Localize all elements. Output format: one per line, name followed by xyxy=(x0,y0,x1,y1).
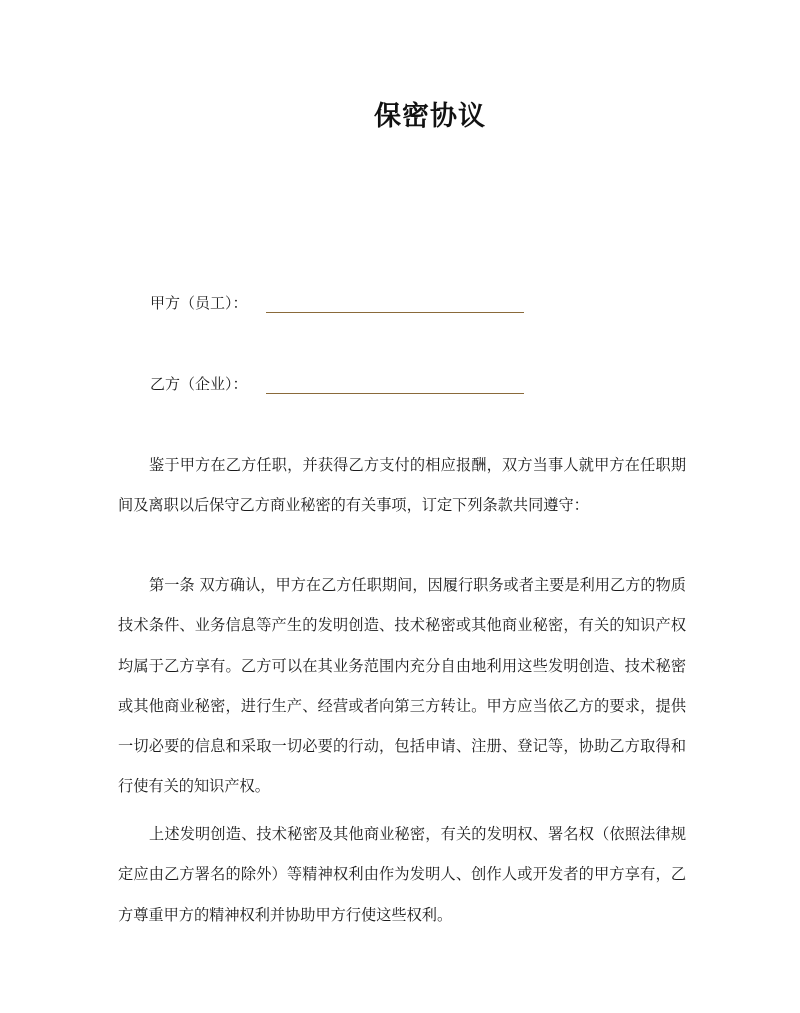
party-b-blank-line xyxy=(266,375,524,394)
party-a-field xyxy=(150,292,524,313)
party-b-label: 乙方（企业）： xyxy=(150,375,248,393)
article-1-paragraph: 第一条 双方确认，甲方在乙方任职期间，因履行职务或者主要是利用乙方的物质技术条件、业务信息等产生的发明创造、技术秘密或其他商业秘密，有关的知识产权均属于乙方享有。乙方可以在其业务范围内充分自由地利用这些发明创造、技术秘密或其他商业秘密，进行生产、经营或者向第三方转让。甲方应当依乙方的要求，提供一切必要的信息和采取一切必要的行动，包括申请、注册、登记等，协助乙方取得和行使有关的知识产权。 xyxy=(118,576,686,796)
party-a-label: 甲方（员工）： xyxy=(150,294,248,312)
preamble-paragraph: 鉴于甲方在乙方任职，并获得乙方支付的相应报酬，双方当事人就甲方在任职期间及离职以后保守乙方商业秘密的有关事项，订定下列条款共同遵守： xyxy=(118,456,686,515)
document-title: 保密协议 xyxy=(374,101,486,132)
party-b-field xyxy=(150,373,524,394)
article-1-moral-rights-paragraph: 上述发明创造、技术秘密及其他商业秘密，有关的发明权、署名权（依照法律规定应由乙方署名的除外）等精神权利由作为发明人、创作人或开发者的甲方享有，乙方尊重甲方的精神权利并协助甲方行使这些权利。 xyxy=(118,825,686,924)
party-a-blank-line xyxy=(266,294,524,313)
